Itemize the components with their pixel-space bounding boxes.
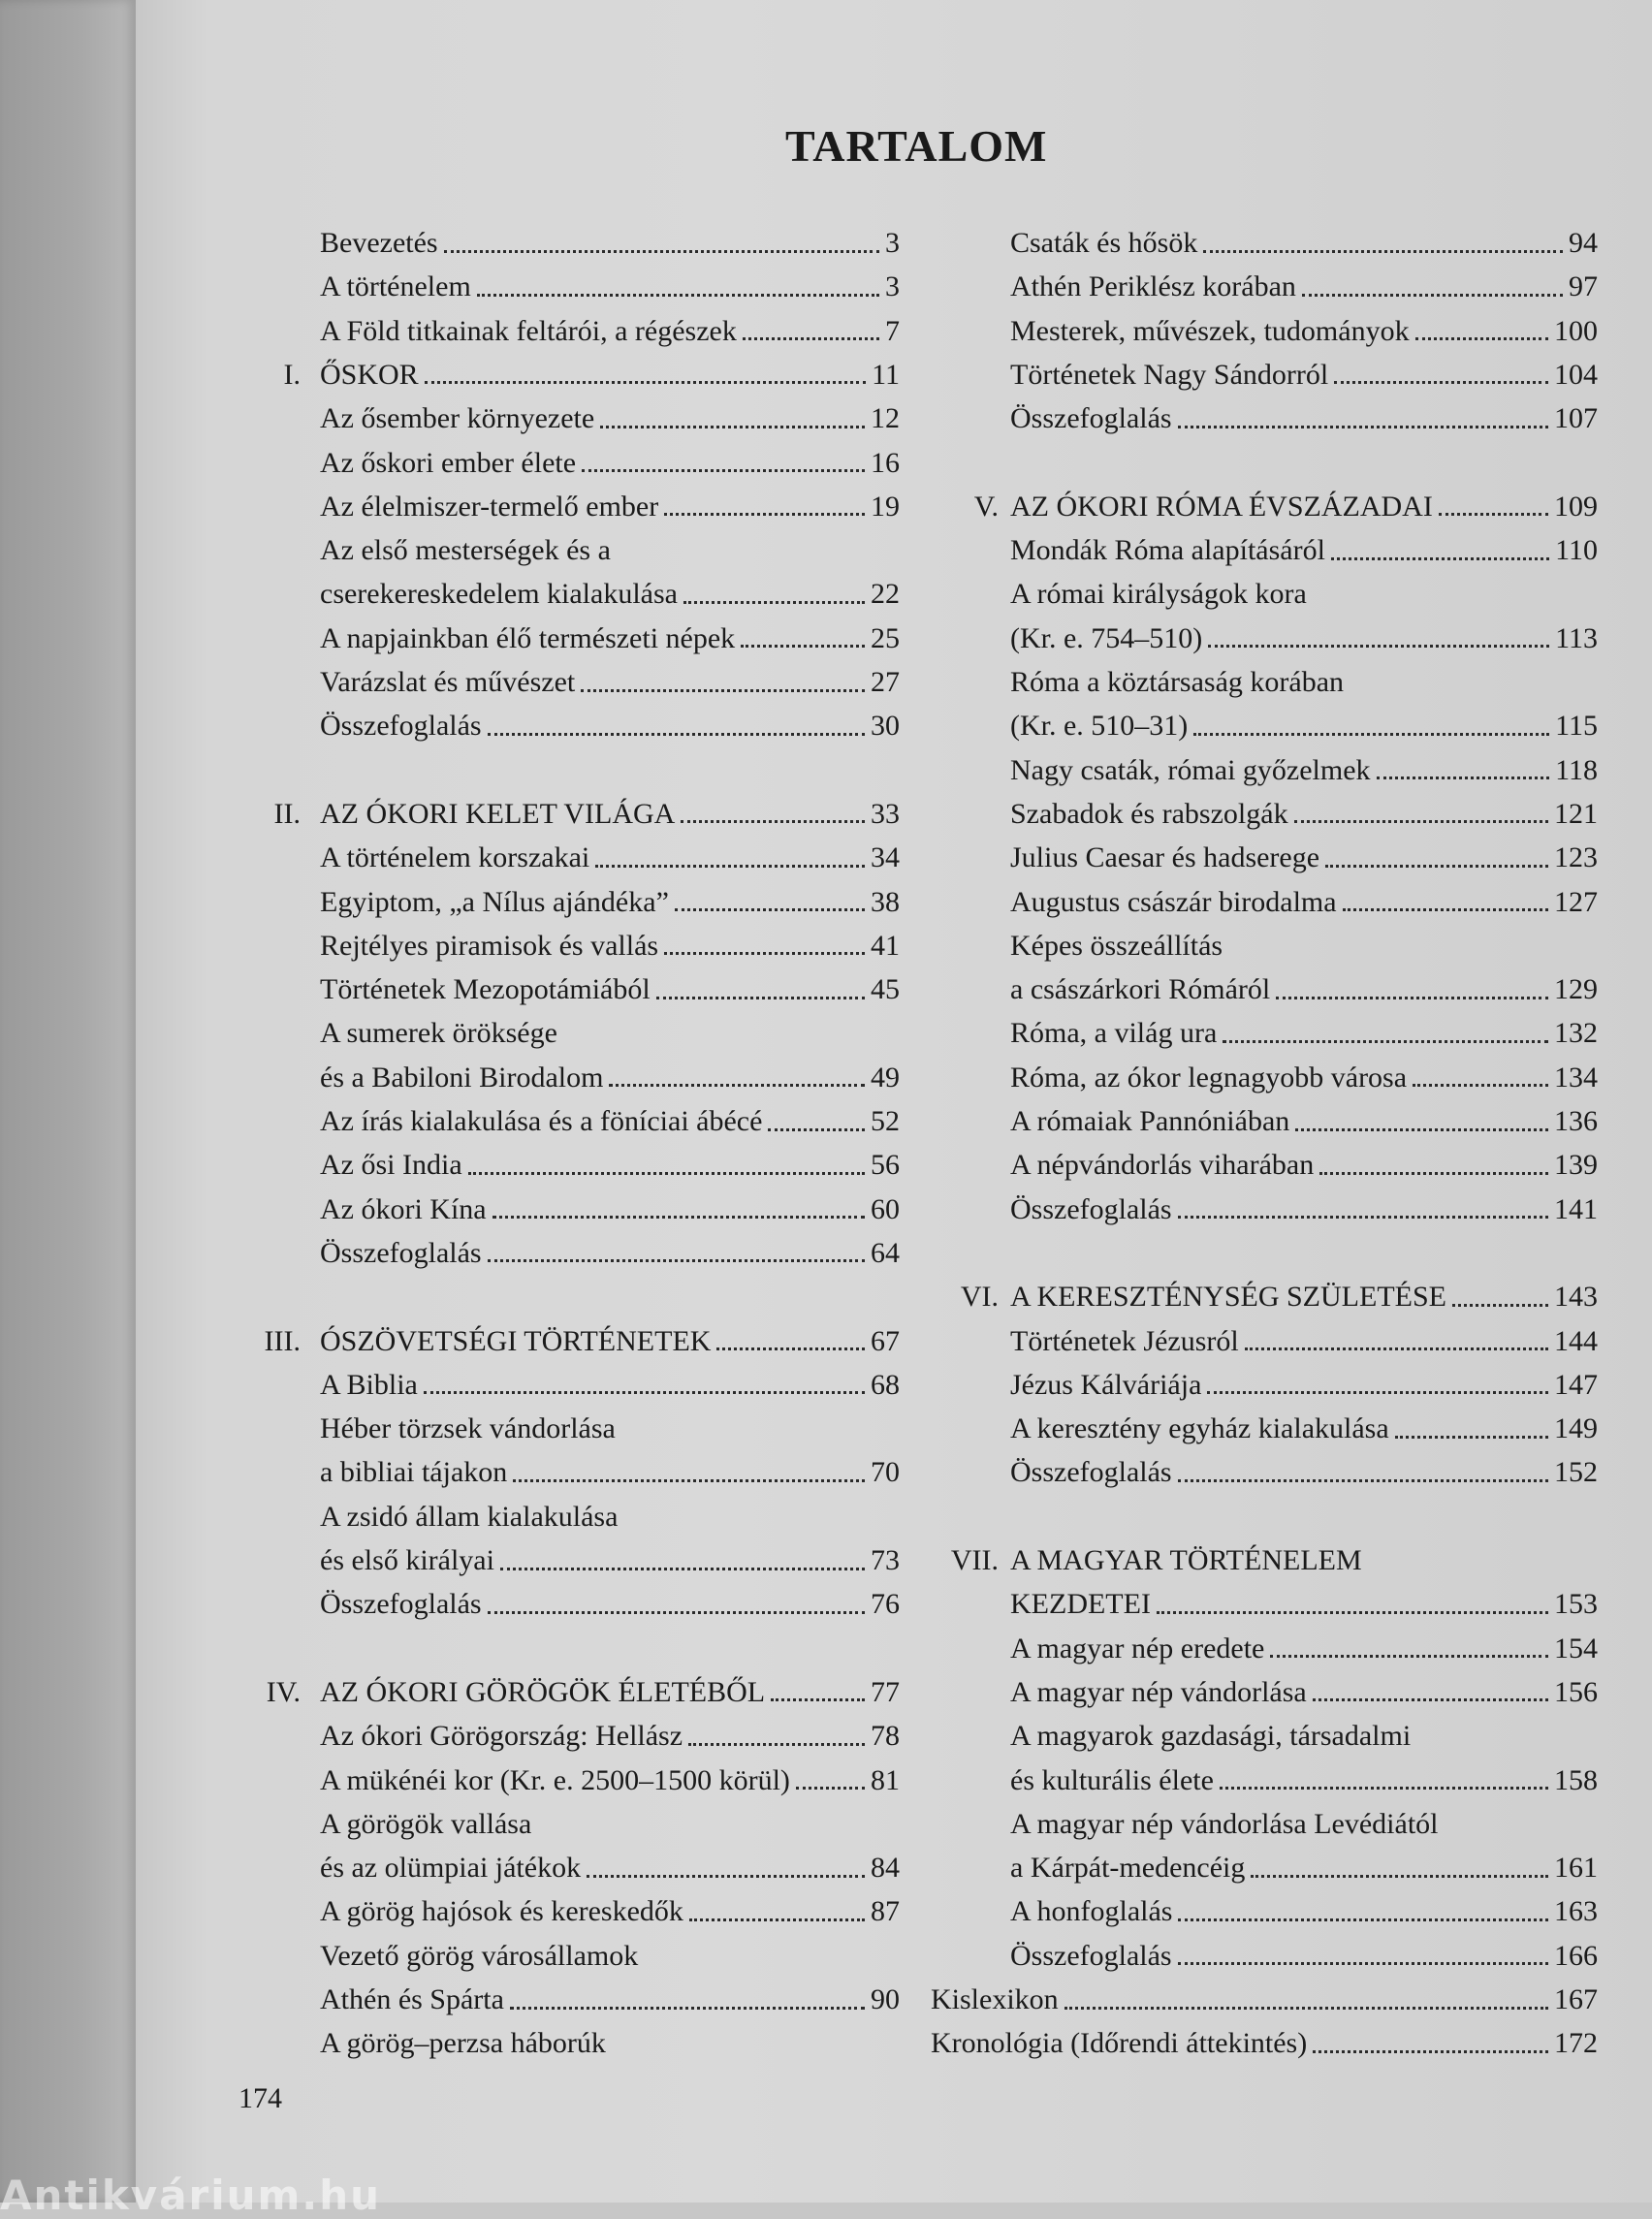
toc-line — [1010, 1759, 1598, 1802]
leader-dots — [1245, 1347, 1548, 1350]
leader-dots — [796, 1786, 865, 1790]
entry-page-number: 113 — [1555, 621, 1598, 654]
entry-title: A rómaiak Pannóniában — [1010, 1105, 1290, 1137]
entry-title: Az őskori ember élete — [320, 446, 577, 479]
entry-title: AZ ÓKORI RÓMA ÉVSZÁZADAI — [1010, 490, 1433, 523]
entry-title: Bevezetés — [320, 227, 438, 259]
leader-dots — [1439, 512, 1548, 516]
toc-line — [320, 1846, 900, 1889]
leader-dots — [1302, 293, 1563, 297]
leader-dots — [1452, 1303, 1548, 1307]
entry-title-line: Héber törzsek vándorlása — [320, 1412, 616, 1445]
toc-line — [320, 1714, 900, 1758]
toc-line — [320, 1759, 900, 1802]
entry-page-number: 33 — [871, 797, 900, 830]
leader-dots — [1313, 1697, 1548, 1701]
entry-page-number: 22 — [871, 578, 900, 611]
leader-dots — [1294, 819, 1548, 823]
entry-page-number: 166 — [1554, 1939, 1598, 1972]
entry-page-number: 76 — [871, 1588, 900, 1621]
entry-page-number: 78 — [871, 1720, 900, 1753]
entry-page-number: 3 — [885, 227, 900, 259]
entry-title-line: Vezető görög városállamok — [320, 1939, 639, 1972]
entry-title: Az ősember környezete — [320, 402, 595, 435]
toc-line — [320, 660, 900, 704]
entry-title: A görög hajósok és kereskedők — [320, 1895, 683, 1928]
entry-title: Az írás kialakulása és a föníciai ábécé — [320, 1105, 763, 1137]
entry-page-number: 139 — [1554, 1149, 1598, 1182]
leader-dots — [683, 600, 865, 604]
leader-dots — [656, 996, 865, 999]
entry-page-number: 132 — [1554, 1017, 1598, 1050]
toc-line — [320, 572, 900, 616]
entry-title: Egyiptom, „a Nílus ajándéka” — [320, 885, 669, 918]
entry-title: Mondák Róma alapításáról — [1010, 534, 1325, 567]
entry-title: és első királyai — [320, 1544, 494, 1576]
leader-dots — [768, 1127, 865, 1131]
toc-line — [320, 1582, 900, 1626]
entry-page-number: 156 — [1554, 1675, 1598, 1708]
entry-title: Kislexikon — [931, 1983, 1059, 2015]
entry-page-number: 127 — [1554, 885, 1598, 918]
entry-title: Róma, az ókor legnagyobb városa — [1010, 1061, 1408, 1094]
entry-title: és a Babiloni Birodalom — [320, 1061, 604, 1094]
entry-title: A történelem korszakai — [320, 841, 590, 874]
entry-page-number: 90 — [871, 1983, 900, 2015]
entry-title: A történelem — [320, 270, 471, 303]
entry-title: Összefoglalás — [1010, 402, 1172, 435]
entry-title: Augustus császár birodalma — [1010, 885, 1337, 918]
leader-dots — [581, 688, 865, 692]
section-numeral: III. — [264, 1324, 301, 1357]
entry-page-number: 38 — [871, 885, 900, 918]
entry-title: Összefoglalás — [1010, 1192, 1172, 1225]
entry-title: Az ókori Kína — [320, 1192, 487, 1225]
toc-line — [1010, 1363, 1598, 1407]
toc-line — [320, 2021, 900, 2065]
entry-page-number: 149 — [1554, 1412, 1598, 1445]
toc-line — [1010, 353, 1598, 396]
entry-title: cserekereskedelem kialakulása — [320, 578, 678, 611]
entry-page-number: 104 — [1554, 358, 1598, 391]
toc-line — [1010, 1450, 1598, 1494]
toc-line — [320, 221, 900, 265]
entry-title-line: A magyar nép vándorlása Levédiától — [1010, 1807, 1439, 1840]
leader-dots — [771, 1697, 865, 1701]
entry-page-number: 56 — [871, 1149, 900, 1182]
entry-page-number: 81 — [871, 1763, 900, 1796]
entry-page-number: 144 — [1554, 1324, 1598, 1357]
entry-title-line: A görögök vallása — [320, 1807, 532, 1840]
leader-dots — [1334, 380, 1548, 384]
entry-title: ŐSKOR — [320, 358, 419, 391]
toc-line — [1010, 1188, 1598, 1231]
page-number: 174 — [238, 2082, 282, 2114]
entry-title: Összefoglalás — [1010, 1456, 1172, 1489]
entry-title-line: Az első mesterségek és a — [320, 534, 611, 567]
entry-title-line: A magyarok gazdasági, társadalmi — [1010, 1720, 1412, 1753]
leader-dots — [681, 819, 865, 823]
toc-line — [1010, 396, 1598, 440]
toc-line — [931, 2021, 1598, 2065]
entry-title: Szabadok és rabszolgák — [1010, 797, 1288, 830]
entry-page-number: 49 — [871, 1061, 900, 1094]
toc-line — [320, 1188, 900, 1231]
entry-page-number: 27 — [871, 666, 900, 698]
toc-line — [320, 1319, 900, 1363]
leader-dots — [1331, 556, 1549, 560]
entry-title: Mesterek, művészek, tudományok — [1010, 314, 1410, 347]
entry-page-number: 19 — [871, 490, 900, 523]
toc-line — [320, 617, 900, 660]
toc-line — [320, 1889, 900, 1933]
entry-page-number: 7 — [885, 314, 900, 347]
section-numeral: IV. — [266, 1675, 301, 1708]
entry-title: A keresztény egyház kialakulása — [1010, 1412, 1389, 1445]
section-numeral: II. — [273, 797, 301, 830]
entry-title: A KERESZTÉNYSÉG SZÜLETÉSE — [1010, 1281, 1446, 1314]
entry-title: Az élelmiszer-termelő ember — [320, 490, 659, 523]
entry-page-number: 25 — [871, 621, 900, 654]
leader-dots — [1319, 1171, 1548, 1175]
toc-line — [320, 924, 900, 967]
toc-line — [1010, 1846, 1598, 1889]
section-numeral: VII. — [950, 1544, 999, 1576]
entry-title: A honfoglalás — [1010, 1895, 1173, 1928]
entry-title: A napjainkban élő természeti népek — [320, 621, 736, 654]
toc-line — [320, 353, 900, 396]
entry-title: Történetek Mezopotámiából — [320, 973, 651, 1006]
leader-dots — [587, 1874, 865, 1878]
entry-title: Varázslat és művészet — [320, 666, 576, 698]
entry-title: A görög–perzsa háborúk — [320, 2027, 606, 2060]
leader-dots — [664, 951, 865, 955]
entry-page-number: 100 — [1554, 314, 1598, 347]
entry-page-number: 97 — [1569, 270, 1598, 303]
entry-page-number: 129 — [1554, 973, 1598, 1006]
entry-title: (Kr. e. 510–31) — [1010, 710, 1189, 743]
entry-title: Összefoglalás — [1010, 1939, 1172, 1972]
entry-page-number: 87 — [871, 1895, 900, 1928]
entry-page-number: 45 — [871, 973, 900, 1006]
entry-page-number: 52 — [871, 1105, 900, 1137]
leader-dots — [425, 380, 866, 384]
entry-page-number: 16 — [871, 446, 900, 479]
entry-title-line: A zsidó állam kialakulása — [320, 1500, 619, 1533]
entry-title-line: A római királyságok kora — [1010, 578, 1307, 611]
toc-line — [320, 441, 900, 485]
leader-dots — [664, 512, 865, 516]
leader-dots — [488, 1610, 865, 1614]
toc-line — [320, 309, 900, 353]
leader-dots — [492, 1215, 865, 1219]
entry-page-number: 3 — [885, 270, 900, 303]
entry-page-number: 41 — [871, 929, 900, 962]
toc-line — [320, 836, 900, 879]
toc-line — [1010, 1143, 1598, 1187]
entry-title: (Kr. e. 754–510) — [1010, 621, 1203, 654]
entry-title: Athén Periklész korában — [1010, 270, 1296, 303]
entry-page-number: 118 — [1555, 753, 1598, 786]
leader-dots — [582, 468, 865, 472]
leader-dots — [1157, 1610, 1548, 1614]
entry-page-number: 172 — [1554, 2027, 1598, 2060]
entry-page-number: 147 — [1554, 1368, 1598, 1401]
leader-dots — [1208, 644, 1549, 648]
leader-dots — [1415, 336, 1548, 340]
toc-line — [1010, 1627, 1598, 1670]
leader-dots — [688, 1742, 865, 1746]
entry-page-number: 30 — [871, 710, 900, 743]
entry-title: Az ősi India — [320, 1149, 462, 1182]
toc-line — [320, 1450, 900, 1494]
leader-dots — [609, 1083, 865, 1087]
leader-dots — [1251, 1874, 1548, 1878]
entry-page-number: 136 — [1554, 1105, 1598, 1137]
toc-line — [1010, 792, 1598, 836]
leader-dots — [513, 1478, 865, 1482]
entry-title: Történetek Jézusról — [1010, 1324, 1239, 1357]
entry-page-number: 68 — [871, 1368, 900, 1401]
section-numeral: V. — [973, 490, 999, 523]
toc-line — [1010, 1889, 1598, 1933]
leader-dots — [1193, 732, 1549, 736]
toc-line — [320, 792, 900, 836]
leader-dots — [1207, 1390, 1548, 1394]
leader-dots — [1295, 1127, 1548, 1131]
entry-page-number: 158 — [1554, 1763, 1598, 1796]
toc-line — [1010, 265, 1598, 308]
leader-dots — [1395, 1435, 1548, 1439]
entry-title-line: Képes összeállítás — [1010, 929, 1223, 962]
entry-page-number: 163 — [1554, 1895, 1598, 1928]
toc-line — [320, 485, 900, 528]
entry-page-number: 84 — [871, 1852, 900, 1885]
leader-dots — [1178, 1215, 1548, 1219]
entry-title: Rejtélyes piramisok és vallás — [320, 929, 659, 962]
entry-page-number: 154 — [1554, 1632, 1598, 1664]
entry-title: Összefoglalás — [320, 710, 482, 743]
entry-page-number: 77 — [871, 1675, 900, 1708]
toc-line — [1010, 617, 1598, 660]
entry-title-line: A MAGYAR TÖRTÉNELEM — [1010, 1544, 1362, 1576]
toc-line — [320, 1670, 900, 1714]
entry-title: A népvándorlás viharában — [1010, 1149, 1315, 1182]
entry-page-number: 94 — [1569, 227, 1598, 259]
leader-dots — [488, 732, 865, 736]
section-numeral: I. — [283, 358, 301, 391]
entry-title: a bibliai tájakon — [320, 1456, 508, 1489]
toc-line — [1010, 1670, 1598, 1714]
toc-line — [320, 880, 900, 924]
toc-line — [1010, 748, 1598, 792]
page-title: TARTALOM — [785, 121, 1048, 171]
entry-title: AZ ÓKORI GÖRÖGÖK ÉLETÉBŐL — [320, 1675, 766, 1708]
book-spine — [0, 0, 136, 2203]
entry-title: Julius Caesar és hadserege — [1010, 841, 1320, 874]
leader-dots — [1413, 1083, 1548, 1087]
entry-page-number: 107 — [1554, 402, 1598, 435]
entry-page-number: 141 — [1554, 1192, 1598, 1225]
leader-dots — [468, 1171, 865, 1175]
toc-line — [1010, 1011, 1598, 1055]
entry-title: A magyar nép vándorlása — [1010, 1675, 1307, 1708]
entry-page-number: 152 — [1554, 1456, 1598, 1489]
toc-line — [1010, 1934, 1598, 1978]
leader-dots — [600, 425, 865, 428]
leader-dots — [1220, 1786, 1548, 1790]
entry-title: Az ókori Görögország: Hellász — [320, 1720, 683, 1753]
entry-page-number: 109 — [1554, 490, 1598, 523]
entry-title-line: A sumerek öröksége — [320, 1017, 557, 1050]
toc-line — [320, 1538, 900, 1582]
entry-title: ÓSZÖVETSÉGI TÖRTÉNETEK — [320, 1324, 712, 1357]
leader-dots — [1178, 1478, 1548, 1482]
leader-dots — [1178, 1918, 1548, 1921]
toc-line — [1010, 836, 1598, 879]
toc-line — [1010, 1407, 1598, 1450]
entry-page-number: 123 — [1554, 841, 1598, 874]
entry-page-number: 11 — [872, 358, 900, 391]
entry-title: és kulturális élete — [1010, 1763, 1214, 1796]
entry-title: Összefoglalás — [320, 1588, 482, 1621]
toc-line — [320, 1231, 900, 1275]
entry-title: és az olümpiai játékok — [320, 1852, 582, 1885]
entry-title: A mükénéi kor (Kr. e. 2500–1500 körül) — [320, 1763, 790, 1796]
toc-line — [1010, 485, 1598, 528]
toc-line — [1010, 1319, 1598, 1363]
leader-dots — [741, 644, 865, 648]
watermark: Antikvárium.hu — [0, 2171, 382, 2219]
toc-line — [320, 967, 900, 1011]
leader-dots — [1377, 776, 1550, 779]
entry-page-number: 12 — [871, 402, 900, 435]
toc-line — [1010, 1275, 1598, 1318]
entry-title: Nagy csaták, római győzelmek — [1010, 753, 1371, 786]
entry-page-number: 60 — [871, 1192, 900, 1225]
entry-page-number: 110 — [1555, 534, 1598, 567]
leader-dots — [1313, 2049, 1548, 2053]
leader-dots — [1325, 864, 1548, 868]
leader-dots — [424, 1390, 865, 1394]
entry-title: Történetek Nagy Sándorról — [1010, 358, 1329, 391]
leader-dots — [1276, 996, 1548, 999]
entry-title: KEZDETEI — [1010, 1588, 1151, 1621]
leader-dots — [444, 249, 879, 253]
leader-dots — [595, 864, 865, 868]
entry-title: AZ ÓKORI KELET VILÁGA — [320, 797, 676, 830]
toc-line — [1010, 528, 1598, 572]
entry-title: Athén és Spárta — [320, 1983, 504, 2015]
entry-title: A Biblia — [320, 1368, 418, 1401]
leader-dots — [716, 1347, 865, 1350]
toc-line — [1010, 309, 1598, 353]
entry-page-number: 167 — [1554, 1983, 1598, 2015]
leader-dots — [1343, 907, 1548, 911]
entry-page-number: 161 — [1554, 1852, 1598, 1885]
leader-dots — [477, 293, 879, 297]
leader-dots — [675, 907, 865, 911]
toc-line — [320, 704, 900, 747]
toc-line — [320, 1099, 900, 1143]
entry-page-number: 153 — [1554, 1588, 1598, 1621]
entry-page-number: 121 — [1554, 797, 1598, 830]
leader-dots — [1178, 425, 1548, 428]
entry-page-number: 143 — [1554, 1281, 1598, 1314]
leader-dots — [1203, 249, 1563, 253]
entry-title: Összefoglalás — [320, 1236, 482, 1269]
leader-dots — [1178, 1961, 1548, 1965]
toc-line — [320, 265, 900, 308]
leader-dots — [488, 1258, 865, 1262]
toc-line — [320, 396, 900, 440]
toc-line — [320, 1143, 900, 1187]
leader-dots — [500, 1567, 865, 1570]
entry-title: Kronológia (Időrendi áttekintés) — [931, 2027, 1308, 2060]
toc-line — [320, 1056, 900, 1099]
toc-line — [1010, 880, 1598, 924]
entry-title: a Kárpát-medencéig — [1010, 1852, 1246, 1885]
toc-line — [320, 1978, 900, 2021]
leader-dots — [1223, 1039, 1548, 1043]
section-numeral: VI. — [960, 1281, 999, 1314]
entry-page-number: 67 — [871, 1324, 900, 1357]
leader-dots — [510, 2006, 865, 2010]
entry-title: a császárkori Rómáról — [1010, 973, 1271, 1006]
leader-dots — [1064, 2006, 1548, 2010]
toc-line — [1010, 967, 1598, 1011]
entry-page-number: 134 — [1554, 1061, 1598, 1094]
toc-line — [320, 1363, 900, 1407]
toc-line — [1010, 1056, 1598, 1099]
entry-title: A Föld titkainak feltárói, a régészek — [320, 314, 737, 347]
toc-line — [1010, 1582, 1598, 1626]
entry-page-number: 70 — [871, 1456, 900, 1489]
entry-page-number: 64 — [871, 1236, 900, 1269]
entry-title: Róma, a világ ura — [1010, 1017, 1218, 1050]
entry-page-number: 115 — [1555, 710, 1598, 743]
toc-line — [1010, 704, 1598, 747]
toc-line — [931, 1978, 1598, 2021]
entry-page-number: 34 — [871, 841, 900, 874]
entry-page-number: 73 — [871, 1544, 900, 1576]
leader-dots — [689, 1918, 865, 1921]
toc-line — [1010, 221, 1598, 265]
entry-title: Jézus Kálváriája — [1010, 1368, 1202, 1401]
entry-title-line: Róma a köztársaság korában — [1010, 666, 1345, 698]
toc-line — [1010, 1099, 1598, 1143]
leader-dots — [743, 336, 879, 340]
entry-title: Csaták és hősök — [1010, 227, 1198, 259]
entry-title: A magyar nép eredete — [1010, 1632, 1265, 1664]
leader-dots — [1270, 1654, 1548, 1658]
